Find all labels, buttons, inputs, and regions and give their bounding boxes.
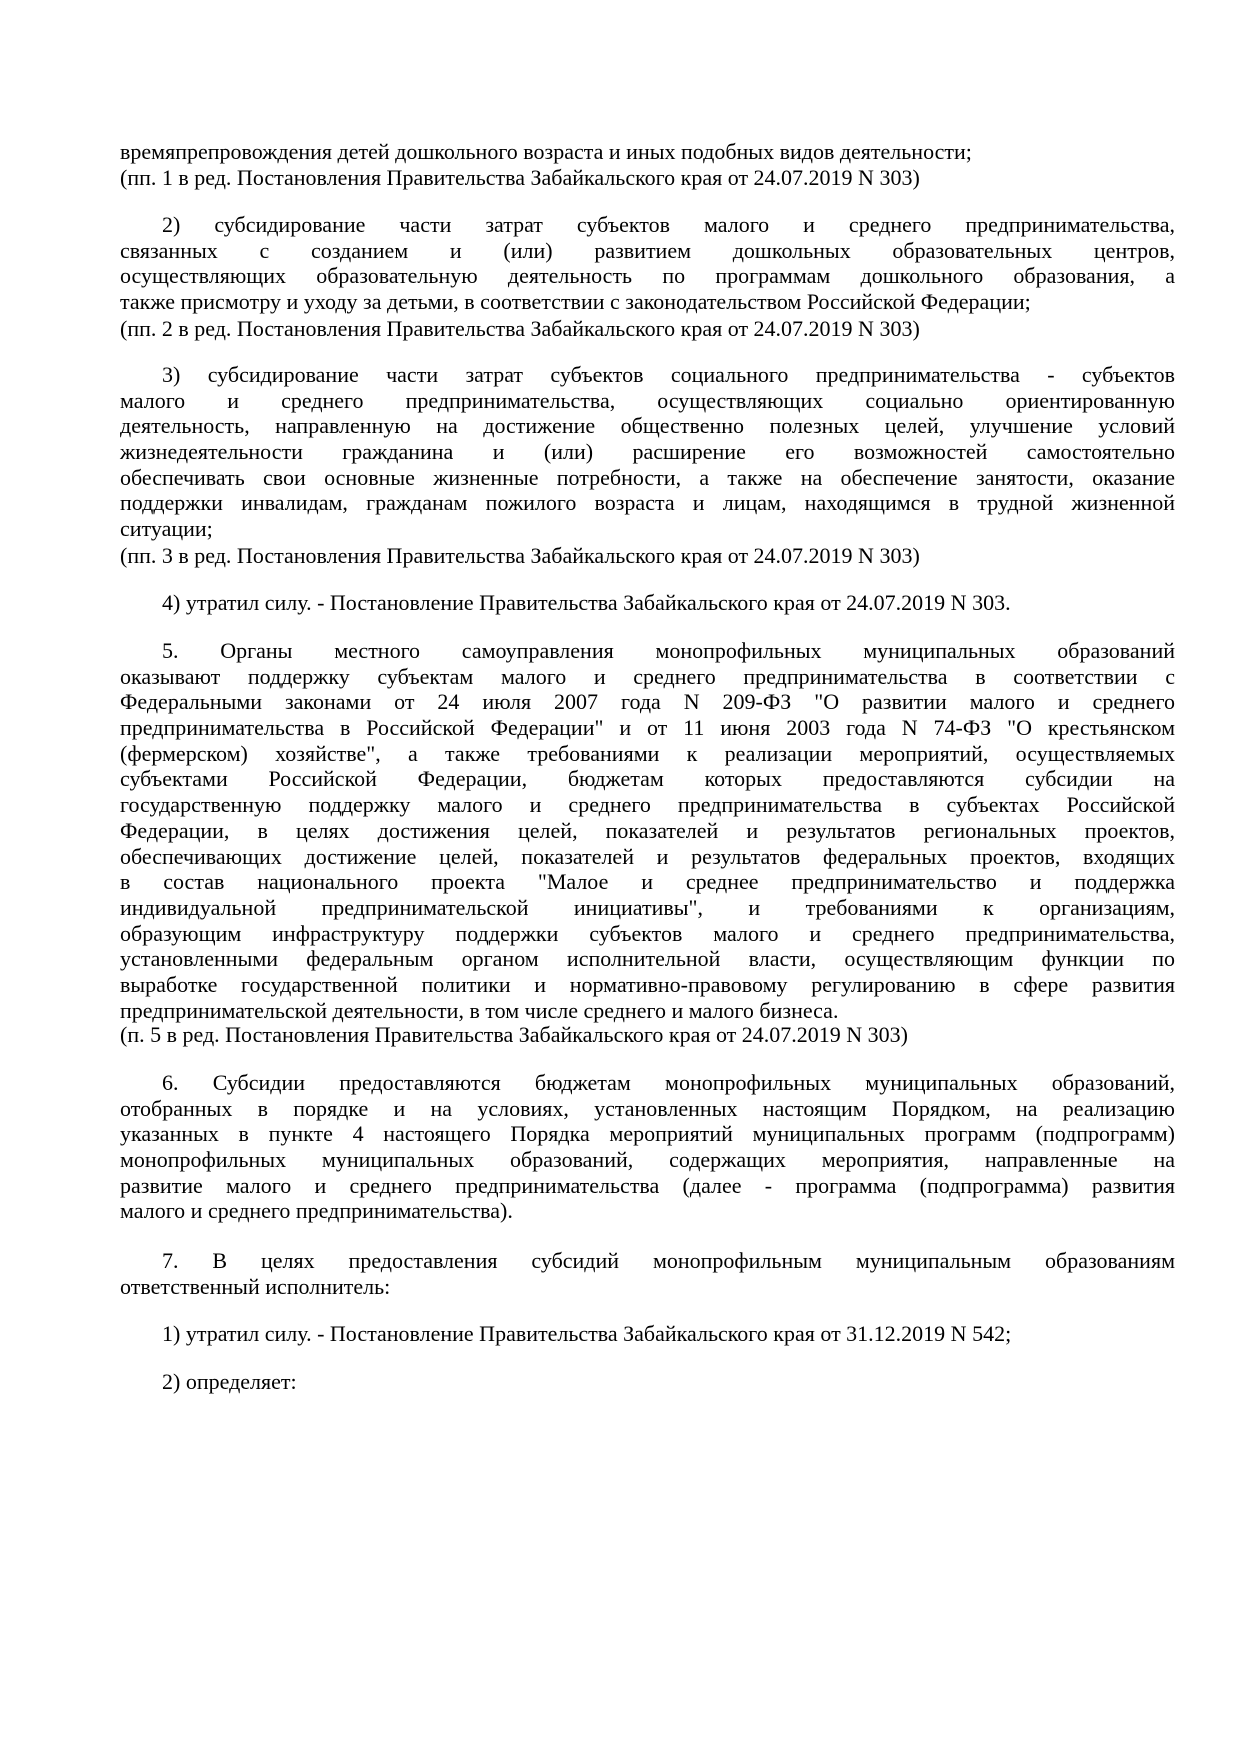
paragraph-7-1 xyxy=(120,1321,1175,1347)
text-line: (пп. 3 в ред. Постановления Правительства Забайкальского края от 24.07.2019 N 303) xyxy=(120,543,920,568)
amendment-note-5 xyxy=(120,1022,1175,1048)
text-line: обеспечивать свои основные жизненные потребности, а также на обеспечение занятости, оказание xyxy=(120,464,1175,490)
text-line: 2) определяет: xyxy=(162,1369,297,1394)
text-line: деятельность, направленную на достижение общественно полезных целей, улучшение условий xyxy=(120,413,1175,439)
text-line: предпринимательства в Российской Федерации" и от 11 июня 2003 года N 74-ФЗ "О крестьянском xyxy=(120,715,1175,741)
text-line: (пп. 2 в ред. Постановления Правительства Забайкальского края от 24.07.2019 N 303) xyxy=(120,316,920,341)
text-line: государственную поддержку малого и среднего предпринимательства в субъектах Российской xyxy=(120,792,1175,818)
text-line: выработке государственной политики и нормативно-правовому регулированию в сфере развития xyxy=(120,971,1175,997)
text-line: образующим инфраструктуру поддержки субъектов малого и среднего предпринимательства, xyxy=(120,920,1175,946)
text-line: индивидуальной предпринимательской инициативы", и требованиями к организациям, xyxy=(120,894,1175,920)
paragraph-5 xyxy=(120,638,1175,1023)
paragraph-2 xyxy=(120,212,1175,315)
text-line: 6. Субсидии предоставляются бюджетам монопрофильных муниципальных образований, xyxy=(162,1070,1175,1095)
text-line: (пп. 1 в ред. Постановления Правительства Забайкальского края от 24.07.2019 N 303) xyxy=(120,165,920,190)
text-line: малого и среднего предпринимательства, осуществляющих социально ориентированную xyxy=(120,387,1175,413)
text-line: времяпрепровождения детей дошкольного возраста и иных подобных видов деятельности; xyxy=(120,139,972,164)
text-line: (фермерском) хозяйстве", а также требованиями к реализации мероприятий, осуществляемых xyxy=(120,740,1175,766)
text-line: обеспечивающих достижение целей, показателей и результатов федеральных проектов, входящих xyxy=(120,843,1175,869)
amendment-note-1 xyxy=(120,165,1175,191)
text-line: Федеральными законами от 24 июля 2007 года N 209-ФЗ "О развитии малого и среднего xyxy=(120,689,1175,715)
text-line: также присмотру и уходу за детьми, в соответствии с законодательством Российской Федерации; xyxy=(120,289,1031,315)
text-line: малого и среднего предпринимательства). xyxy=(120,1198,513,1224)
text-line: 1) утратил силу. - Постановление Правительства Забайкальского края от 31.12.2019 N 542; xyxy=(162,1321,1012,1346)
text-line: 5. Органы местного самоуправления монопрофильных муниципальных образований xyxy=(162,638,1175,663)
paragraph-4 xyxy=(120,590,1175,616)
paragraph-7 xyxy=(120,1248,1175,1299)
text-line: 7. В целях предоставления субсидий монопрофильным муниципальным образованиям xyxy=(162,1248,1175,1273)
text-line: 3) субсидирование части затрат субъектов социального предпринимательства - субъектов xyxy=(162,362,1175,387)
text-line: осуществляющих образовательную деятельность по программам дошкольного образования, а xyxy=(120,263,1175,289)
text-line: монопрофильных муниципальных образований, содержащих мероприятия, направленные на xyxy=(120,1147,1175,1173)
paragraph-6 xyxy=(120,1070,1175,1224)
text-line: жизнедеятельности гражданина и (или) расширение его возможностей самостоятельно xyxy=(120,439,1175,465)
text-line: связанных с созданием и (или) развитием дошкольных образовательных центров, xyxy=(120,237,1175,263)
text-line: 4) утратил силу. - Постановление Правительства Забайкальского края от 24.07.2019 N 303. xyxy=(162,590,1011,615)
text-line: предпринимательской деятельности, в том числе среднего и малого бизнеса. xyxy=(120,997,839,1023)
text-line: субъектами Российской Федерации, бюджетам которых предоставляются субсидии на xyxy=(120,766,1175,792)
amendment-note-2 xyxy=(120,316,1175,342)
text-line: развитие малого и среднего предпринимательства (далее - программа (подпрограмма) развития xyxy=(120,1172,1175,1198)
paragraph-3 xyxy=(120,362,1175,542)
text-line: ответственный исполнитель: xyxy=(120,1273,391,1299)
text-line: оказывают поддержку субъектам малого и среднего предпринимательства в соответствии с xyxy=(120,663,1175,689)
paragraph-1-tail xyxy=(120,139,1175,165)
text-line: указанных в пункте 4 настоящего Порядка мероприятий муниципальных программ (подпрограмм) xyxy=(120,1121,1175,1147)
text-line: Федерации, в целях достижения целей, показателей и результатов региональных проектов, xyxy=(120,817,1175,843)
text-line: (п. 5 в ред. Постановления Правительства Забайкальского края от 24.07.2019 N 303) xyxy=(120,1022,908,1047)
text-line: поддержки инвалидам, гражданам пожилого возраста и лицам, находящимся в трудной жизненной xyxy=(120,490,1175,516)
text-line: 2) субсидирование части затрат субъектов малого и среднего предпринимательства, xyxy=(162,212,1175,237)
paragraph-7-2 xyxy=(120,1369,1175,1395)
text-line: отобранных в порядке и на условиях, установленных настоящим Порядком, на реализацию xyxy=(120,1095,1175,1121)
text-line: установленными федеральным органом исполнительной власти, осуществляющим функции по xyxy=(120,946,1175,972)
amendment-note-3 xyxy=(120,543,1175,569)
text-line: в состав национального проекта "Малое и среднее предпринимательство и поддержка xyxy=(120,869,1175,895)
text-line: ситуации; xyxy=(120,516,213,542)
